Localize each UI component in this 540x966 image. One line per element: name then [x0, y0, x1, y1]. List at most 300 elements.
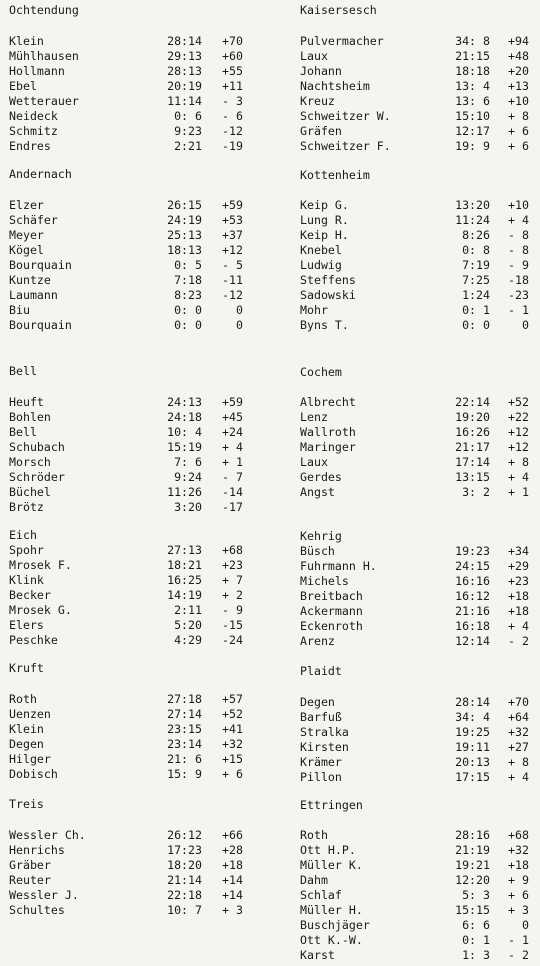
player-score: 24:18: [167, 410, 202, 424]
player-name: Lung R.: [300, 213, 349, 227]
player-score: 25:13: [167, 228, 202, 242]
player-name: Roth: [300, 828, 328, 842]
player-name: Degen: [9, 737, 44, 751]
player-score: 17:14: [455, 455, 490, 469]
team-block: [9, 3, 271, 153]
player-row: [300, 828, 536, 843]
player-row: [9, 243, 271, 258]
player-name: Brötz: [9, 500, 44, 514]
player-diff: + 8: [508, 455, 529, 469]
player-name: Michels: [300, 574, 349, 588]
player-diff: + 3: [508, 903, 529, 917]
player-score: 13:20: [455, 198, 490, 212]
player-name: Uenzen: [9, 707, 51, 721]
player-name: Ackermann: [300, 604, 363, 618]
player-row: [300, 755, 536, 770]
player-score: 26:15: [167, 198, 202, 212]
player-diff: -12: [222, 124, 243, 138]
player-name: Angst: [300, 485, 335, 499]
player-name: Ott H.P.: [300, 843, 356, 857]
player-score: 4:29: [174, 633, 202, 647]
player-score: 18:18: [455, 64, 490, 78]
player-diff: +52: [508, 395, 529, 409]
player-diff: +11: [222, 79, 243, 93]
player-name: Kögel: [9, 243, 44, 257]
player-name: Ebel: [9, 79, 37, 93]
player-diff: +70: [508, 695, 529, 709]
player-diff: - 6: [222, 109, 243, 123]
player-score: 0: 5: [174, 258, 202, 272]
player-diff: + 4: [508, 770, 529, 784]
player-name: Heuft: [9, 395, 44, 409]
player-row: [9, 395, 271, 410]
player-name: Johann: [300, 64, 342, 78]
player-score: 0: 0: [174, 318, 202, 332]
player-diff: +55: [222, 64, 243, 78]
player-row: [300, 544, 536, 559]
player-row: [300, 710, 536, 725]
team-title: Andernach: [9, 167, 72, 181]
player-row: [300, 948, 536, 963]
player-row: [9, 858, 271, 873]
player-list: [300, 828, 536, 963]
player-diff: +57: [222, 692, 243, 706]
player-score: 34: 4: [455, 710, 490, 724]
player-name: Pillon: [300, 770, 342, 784]
player-diff: - 7: [222, 470, 243, 484]
player-diff: + 4: [508, 619, 529, 633]
player-diff: +28: [222, 843, 243, 857]
player-name: Wessler J.: [9, 888, 79, 902]
player-row: [9, 888, 271, 903]
player-score: 18:21: [167, 558, 202, 572]
player-score: 16:26: [455, 425, 490, 439]
player-row: [300, 288, 536, 303]
player-diff: 0: [236, 318, 243, 332]
player-name: Peschke: [9, 633, 58, 647]
player-row: [300, 903, 536, 918]
team-title: Kruft: [9, 661, 44, 675]
player-row: [9, 440, 271, 455]
player-name: Schlaf: [300, 888, 342, 902]
player-diff: - 9: [222, 603, 243, 617]
player-diff: - 1: [508, 933, 529, 947]
player-row: [300, 770, 536, 785]
player-name: Byns T.: [300, 318, 349, 332]
player-row: [9, 79, 271, 94]
player-score: 7:19: [462, 258, 490, 272]
player-name: Müller H.: [300, 903, 363, 917]
player-score: 27:18: [167, 692, 202, 706]
player-row: [9, 228, 271, 243]
player-diff: - 2: [508, 634, 529, 648]
player-score: 21:16: [455, 604, 490, 618]
player-diff: +12: [222, 243, 243, 257]
player-name: Elzer: [9, 198, 44, 212]
player-row: [300, 228, 536, 243]
player-score: 8:26: [462, 228, 490, 242]
player-name: Mohr: [300, 303, 328, 317]
player-score: 27:14: [167, 707, 202, 721]
player-row: [300, 604, 536, 619]
player-name: Meyer: [9, 228, 44, 242]
player-score: 12:20: [455, 873, 490, 887]
player-row: [300, 933, 536, 948]
player-name: Bourquain: [9, 318, 72, 332]
player-row: [9, 94, 271, 109]
player-diff: +22: [508, 410, 529, 424]
player-score: 8:23: [174, 288, 202, 302]
player-row: [9, 288, 271, 303]
player-row: [300, 574, 536, 589]
player-name: Keip H.: [300, 228, 349, 242]
player-score: 24:13: [167, 395, 202, 409]
player-row: [300, 258, 536, 273]
player-diff: + 6: [508, 139, 529, 153]
player-row: [300, 425, 536, 440]
player-name: Schweitzer W.: [300, 109, 391, 123]
player-diff: + 9: [508, 873, 529, 887]
player-name: Mühlhausen: [9, 49, 79, 63]
player-score: 24:19: [167, 213, 202, 227]
player-score: 16:18: [455, 619, 490, 633]
player-name: Biu: [9, 303, 30, 317]
player-diff: +10: [508, 198, 529, 212]
player-diff: +24: [222, 425, 243, 439]
player-score: 0: 1: [462, 303, 490, 317]
player-score: 11:14: [167, 94, 202, 108]
player-diff: +37: [222, 228, 243, 242]
player-row: [9, 124, 271, 139]
player-row: [300, 559, 536, 574]
player-name: Wallroth: [300, 425, 356, 439]
player-diff: + 7: [222, 573, 243, 587]
player-diff: +68: [222, 543, 243, 557]
player-list: [9, 543, 271, 648]
player-score: 21:19: [455, 843, 490, 857]
team-block: [9, 661, 271, 781]
player-row: [9, 752, 271, 767]
player-row: [300, 918, 536, 933]
player-name: Laux: [300, 49, 328, 63]
player-name: Reuter: [9, 873, 51, 887]
player-name: Schweitzer F.: [300, 139, 391, 153]
player-name: Spohr: [9, 543, 44, 557]
player-score: 11:26: [167, 485, 202, 499]
player-score: 16:12: [455, 589, 490, 603]
player-score: 0: 1: [462, 933, 490, 947]
player-row: [300, 273, 536, 288]
player-row: [9, 410, 271, 425]
player-score: 21:14: [167, 873, 202, 887]
player-diff: - 9: [508, 258, 529, 272]
player-name: Mrosek G.: [9, 603, 72, 617]
player-diff: +64: [508, 710, 529, 724]
player-name: Hollmann: [9, 64, 65, 78]
player-name: Gräfen: [300, 124, 342, 138]
player-row: [300, 94, 536, 109]
player-score: 15:15: [455, 903, 490, 917]
player-score: 3:20: [174, 500, 202, 514]
player-diff: +52: [222, 707, 243, 721]
player-name: Endres: [9, 139, 51, 153]
player-diff: + 4: [508, 470, 529, 484]
player-score: 0: 0: [174, 303, 202, 317]
player-row: [300, 139, 536, 154]
player-score: 19:25: [455, 725, 490, 739]
player-row: [9, 500, 271, 515]
team-title: Bell: [9, 364, 37, 378]
player-list: [9, 34, 271, 154]
player-diff: 0: [236, 303, 243, 317]
player-name: Wessler Ch.: [9, 828, 86, 842]
player-score: 20:19: [167, 79, 202, 93]
player-diff: -14: [222, 485, 243, 499]
player-score: 11:24: [455, 213, 490, 227]
player-score: 3: 2: [462, 485, 490, 499]
player-name: Laux: [300, 455, 328, 469]
player-name: Arenz: [300, 634, 335, 648]
team-block: [9, 797, 271, 917]
player-row: [9, 258, 271, 273]
player-name: Hilger: [9, 752, 51, 766]
player-name: Henrichs: [9, 843, 65, 857]
player-diff: -11: [222, 273, 243, 287]
player-row: [9, 843, 271, 858]
player-row: [300, 843, 536, 858]
player-diff: +94: [508, 34, 529, 48]
team-block: [300, 529, 536, 648]
player-list: [9, 198, 271, 333]
player-name: Bourquain: [9, 258, 72, 272]
player-diff: +48: [508, 49, 529, 63]
player-diff: +68: [508, 828, 529, 842]
player-score: 28:14: [167, 34, 202, 48]
player-diff: - 8: [508, 228, 529, 242]
player-list: [300, 395, 536, 500]
player-row: [300, 410, 536, 425]
player-row: [300, 109, 536, 124]
player-score: 28:14: [455, 695, 490, 709]
player-row: [300, 740, 536, 755]
player-name: Nachtsheim: [300, 79, 370, 93]
player-diff: +10: [508, 94, 529, 108]
player-score: 10: 7: [167, 903, 202, 917]
player-name: Bohlen: [9, 410, 51, 424]
player-row: [9, 198, 271, 213]
player-row: [9, 603, 271, 618]
player-diff: +13: [508, 79, 529, 93]
player-row: [9, 109, 271, 124]
player-diff: -17: [222, 500, 243, 514]
team-block: [300, 365, 536, 499]
team-title: Eich: [9, 528, 37, 542]
player-diff: +66: [222, 828, 243, 842]
player-diff: +32: [508, 725, 529, 739]
player-score: 19:21: [455, 858, 490, 872]
team-title: Kaisersesch: [300, 3, 377, 17]
player-row: [300, 198, 536, 213]
player-diff: 0: [522, 918, 529, 932]
player-diff: + 8: [508, 109, 529, 123]
player-row: [9, 558, 271, 573]
player-row: [300, 485, 536, 500]
team-block: [9, 528, 271, 647]
player-name: Lenz: [300, 410, 328, 424]
team-block: [300, 3, 536, 153]
player-score: 22:14: [455, 395, 490, 409]
player-name: Gräber: [9, 858, 51, 872]
player-name: Pulvermacher: [300, 34, 384, 48]
player-diff: +18: [508, 858, 529, 872]
player-diff: + 1: [508, 485, 529, 499]
player-name: Roth: [9, 692, 37, 706]
player-list: [9, 395, 271, 515]
player-score: 1: 3: [462, 948, 490, 962]
player-diff: - 3: [222, 94, 243, 108]
player-score: 21:15: [455, 49, 490, 63]
player-row: [300, 34, 536, 49]
player-diff: + 8: [508, 755, 529, 769]
player-diff: +34: [508, 544, 529, 558]
player-diff: -19: [222, 139, 243, 153]
player-diff: + 4: [222, 440, 243, 454]
team-block: [300, 168, 536, 332]
player-score: 19:23: [455, 544, 490, 558]
player-name: Neideck: [9, 109, 58, 123]
player-row: [300, 440, 536, 455]
player-name: Fuhrmann H.: [300, 559, 377, 573]
player-score: 13: 6: [455, 94, 490, 108]
player-score: 1:24: [462, 288, 490, 302]
player-row: [9, 573, 271, 588]
player-score: 5:20: [174, 618, 202, 632]
player-name: Kirsten: [300, 740, 349, 754]
player-row: [300, 213, 536, 228]
player-diff: 0: [522, 318, 529, 332]
player-name: Schubach: [9, 440, 65, 454]
team-title: Ochtendung: [9, 3, 79, 17]
player-row: [300, 470, 536, 485]
player-row: [9, 303, 271, 318]
player-diff: +53: [222, 213, 243, 227]
team-title: Plaidt: [300, 664, 342, 678]
player-name: Karst: [300, 948, 335, 962]
player-row: [9, 828, 271, 843]
player-name: Breitbach: [300, 589, 363, 603]
player-list: [9, 828, 271, 918]
player-row: [300, 725, 536, 740]
player-row: [9, 618, 271, 633]
player-row: [9, 767, 271, 782]
player-score: 34: 8: [455, 34, 490, 48]
team-title: Kottenheim: [300, 168, 370, 182]
player-score: 0: 0: [462, 318, 490, 332]
player-diff: +23: [508, 574, 529, 588]
player-diff: - 2: [508, 948, 529, 962]
player-row: [9, 873, 271, 888]
player-name: Wetterauer: [9, 94, 79, 108]
player-diff: + 1: [222, 455, 243, 469]
player-score: 21:17: [455, 440, 490, 454]
player-score: 2:21: [174, 139, 202, 153]
player-diff: +45: [222, 410, 243, 424]
player-name: Schäfer: [9, 213, 58, 227]
player-name: Stralka: [300, 725, 349, 739]
player-name: Klein: [9, 34, 44, 48]
player-name: Krämer: [300, 755, 342, 769]
player-row: [9, 318, 271, 333]
player-score: 14:19: [167, 588, 202, 602]
player-score: 27:13: [167, 543, 202, 557]
player-score: 17:23: [167, 843, 202, 857]
player-diff: + 6: [508, 124, 529, 138]
player-diff: +18: [222, 858, 243, 872]
player-score: 19:20: [455, 410, 490, 424]
player-score: 18:13: [167, 243, 202, 257]
player-name: Gerdes: [300, 470, 342, 484]
player-name: Ludwig: [300, 258, 342, 272]
player-list: [300, 198, 536, 333]
player-name: Müller K.: [300, 858, 363, 872]
player-score: 26:12: [167, 828, 202, 842]
player-name: Schmitz: [9, 124, 58, 138]
player-score: 6: 6: [462, 918, 490, 932]
player-row: [9, 455, 271, 470]
player-diff: + 4: [508, 213, 529, 227]
player-diff: -12: [222, 288, 243, 302]
player-row: [9, 485, 271, 500]
player-score: 12:17: [455, 124, 490, 138]
player-diff: +27: [508, 740, 529, 754]
team-block: [9, 364, 271, 514]
player-diff: +18: [508, 589, 529, 603]
player-score: 10: 4: [167, 425, 202, 439]
player-row: [300, 303, 536, 318]
player-row: [9, 34, 271, 49]
player-row: [9, 588, 271, 603]
player-name: Maringer: [300, 440, 356, 454]
player-diff: +70: [222, 34, 243, 48]
player-name: Klein: [9, 722, 44, 736]
player-name: Schröder: [9, 470, 65, 484]
player-score: 28:13: [167, 64, 202, 78]
player-diff: +12: [508, 425, 529, 439]
player-name: Eckenroth: [300, 619, 363, 633]
player-diff: +29: [508, 559, 529, 573]
player-list: [300, 695, 536, 785]
player-score: 16:25: [167, 573, 202, 587]
player-name: Dobisch: [9, 767, 58, 781]
player-score: 15:10: [455, 109, 490, 123]
player-row: [9, 707, 271, 722]
player-row: [9, 273, 271, 288]
player-row: [9, 722, 271, 737]
player-diff: +20: [508, 64, 529, 78]
player-row: [300, 243, 536, 258]
player-row: [300, 619, 536, 634]
player-diff: +15: [222, 752, 243, 766]
player-name: Buschjäger: [300, 918, 370, 932]
player-row: [300, 395, 536, 410]
player-row: [300, 873, 536, 888]
player-name: Laumann: [9, 288, 58, 302]
player-score: 9:23: [174, 124, 202, 138]
player-row: [9, 425, 271, 440]
player-row: [300, 888, 536, 903]
team-title: Ettringen: [300, 798, 363, 812]
player-score: 7:18: [174, 273, 202, 287]
